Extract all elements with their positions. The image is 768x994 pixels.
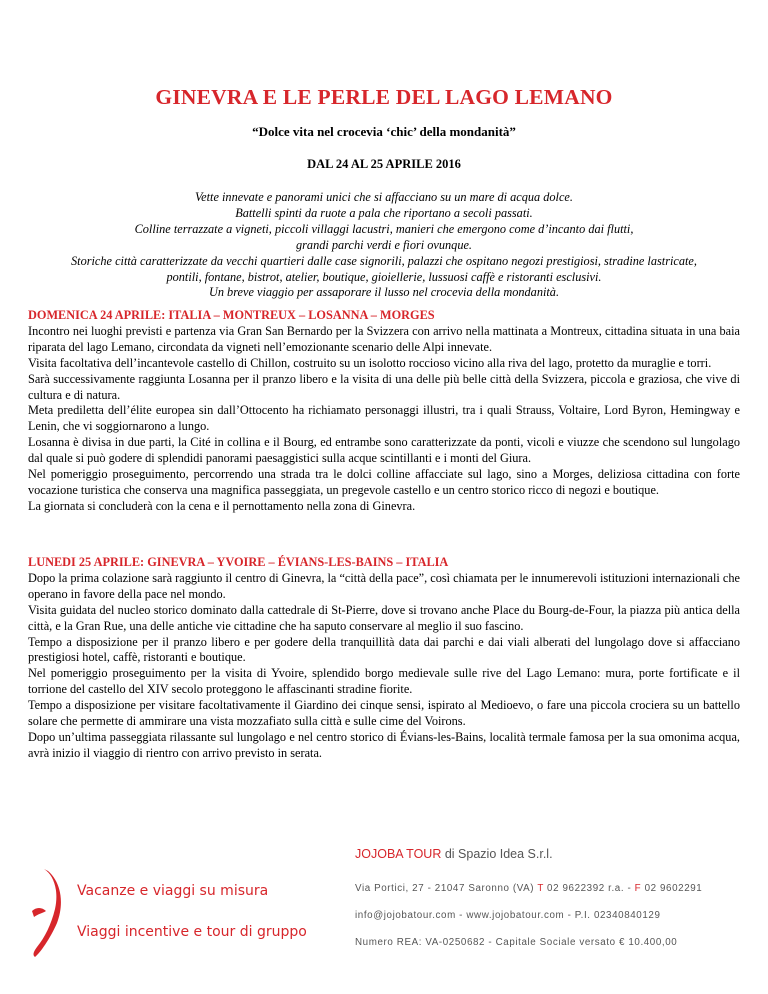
- intro-line: Storiche città caratterizzate da vecchi quartieri dalle case signorili, palazzi che ospitano negozi prestigiosi, stradine lastricate,: [71, 253, 697, 268]
- trip-dates: DAL 24 AL 25 APRILE 2016: [307, 157, 461, 171]
- intro-line: Colline terrazzate a vigneti, piccoli villaggi lacustri, manieri che emergono come d’incanto dai flutti,: [134, 221, 634, 236]
- day1-paragraph: Visita facoltativa dell’incantevole castello di Chillon, costruito su un isolotto roccioso vicino alla riva del lago, protetto da muraglie e torri.: [28, 355, 712, 370]
- phone-label: T: [537, 883, 544, 894]
- day1-section: [28, 308, 740, 515]
- day1-heading: DOMENICA 24 APRILE: ITALIA – MONTREUX – LOSANNA – MORGES: [28, 308, 435, 322]
- day1-paragraph: Losanna è divisa in due parti, la Cité in collina e il Bourg, ed entrambe sono caratterizzate da ponti, vicoli e viuzze che scendono sul lungolago dal quale si può godere di splendidi panorami paesaggistici sulla acque scintillanti e i monti del Giura.: [28, 435, 740, 466]
- day1-paragraph: Nel pomeriggio proseguimento, percorrendo una strada tra le dolci colline affacciate sul lago, sino a Morges, deliziosa cittadina con forte vocazione turistica che conserva una magnifica passeggiata, un pregevole castello e un centro storico ricco di negozi e boutique.: [28, 467, 740, 497]
- day1-paragraph: Sarà successivamente raggiunta Losanna per il pranzo libero e la visita di una delle più belle città della Svizzera, piccola e graziosa, che vive di cultura e di natura.: [28, 371, 740, 402]
- day2-heading: LUNEDI 25 APRILE: GINEVRA – YVOIRE – ÉVIANS-LES-BAINS – ITALIA: [28, 555, 449, 569]
- company-suffix: di Spazio Idea S.r.l.: [441, 847, 553, 861]
- day1-paragraph: Incontro nei luoghi previsti e partenza via Gran San Bernardo per la Svizzera con arrivo nella mattinata a Montreux, cittadina situata in una baia riparata del lago Lemano, circondata da vigneti nell’emozionante scenario delle Alpi innevate.: [28, 323, 740, 354]
- day1-paragraph: Meta prediletta dell’élite europea sin dall’Ottocento ha richiamato personaggi illustri, tra i quali Strauss, Voltaire, Lord Byron, Hemingway e Lenin, che vi soggiornarono a lungo.: [28, 403, 740, 434]
- page-subtitle: “Dolce vita nel crocevia ‘chic’ della mondanità”: [252, 124, 516, 139]
- day2-paragraph: Tempo a disposizione per il pranzo libero e per godere della tranquillità data dai parchi e dai viali alberati del lungolago dove si affacciano prestigiosi hotel, caffè, ristoranti e boutique.: [28, 634, 740, 665]
- intro-line: Battelli spinti da ruote a pala che riportano a secoli passati.: [235, 205, 533, 220]
- web-line: info@jojobatour.com - www.jojobatour.com - P.I. 02340840129: [355, 910, 661, 921]
- intro-line: Un breve viaggio per assaporare il lusso nel crocevia della mondanità.: [208, 285, 560, 300]
- rea-line: Numero REA: VA-0250682 - Capitale Sociale versato € 10.400,00: [355, 937, 678, 948]
- tagline-custom-travel: Vacanze e viaggi su misura: [77, 883, 269, 899]
- intro-line: pontili, fontane, bistrot, atelier, boutique, gioiellerie, lussuosi caffè e ristoranti esclusivi.: [166, 269, 602, 284]
- fax-label: F: [634, 883, 642, 894]
- fax-number: 02 9602291: [641, 883, 703, 894]
- brand-name: JOJOBA TOUR: [355, 847, 442, 861]
- tagline-incentive-tours: Viaggi incentive e tour di gruppo: [77, 924, 307, 940]
- day2-section: [28, 555, 740, 762]
- phone-number: 02 9622392 r.a. -: [543, 883, 635, 894]
- page-title: GINEVRA E LE PERLE DEL LAGO LEMANO: [155, 85, 613, 109]
- address-line: [355, 883, 702, 894]
- address-text: Via Portici, 27 - 21047 Saronno (VA): [355, 883, 538, 894]
- day2-paragraph: Dopo la prima colazione sarà raggiunto il centro di Ginevra, la “città della pace”, così chiamata per le innumerevoli istituzioni internazionali che operano in favore della pace nel mondo.: [28, 570, 740, 601]
- day2-paragraph: Dopo un’ultima passeggiata rilassante sul lungolago e nel centro storico di Évians-les-Bains, località termale famosa per la sua omonima acqua, avrà inizio il viaggio di rientro con arrivo previsto in serata.: [28, 729, 740, 760]
- day1-paragraph: La giornata si concluderà con la cena e il pernottamento nella zona di Ginevra.: [28, 498, 416, 513]
- day2-paragraph: Nel pomeriggio proseguimento per la visita di Yvoire, splendido borgo medievale sulle rive del Lago Lemano: mura, porte fortificate e il torrione del castello del XIV secolo proteggono le affascinanti stradine fiorite.: [28, 666, 740, 697]
- jojoba-logo-icon: [28, 865, 68, 960]
- intro-line: grandi parchi verdi e fiori ovunque.: [296, 237, 472, 252]
- intro-line: Vette innevate e panorami unici che si affacciano su un mare di acqua dolce.: [195, 190, 573, 204]
- intro-block: [28, 190, 740, 301]
- day2-paragraph: Visita guidata del nucleo storico dominato dalla cattedrale di St-Pierre, dove si trovano anche Place du Bourg-de-Four, la piazza più antica della città, e la Gran Rue, una delle antiche vie cittadine che ha saputo conservare al meglio il suo fascino.: [28, 602, 740, 633]
- day2-paragraph: Tempo a disposizione per visitare facoltativamente il Giardino dei cinque sensi, ispirato al Medioevo, o fare una piccola crociera su un battello solare che permette di ammirare una vista mozzafiato sulla città e sulle cime del Voirons.: [28, 698, 740, 729]
- company-name: [355, 847, 553, 861]
